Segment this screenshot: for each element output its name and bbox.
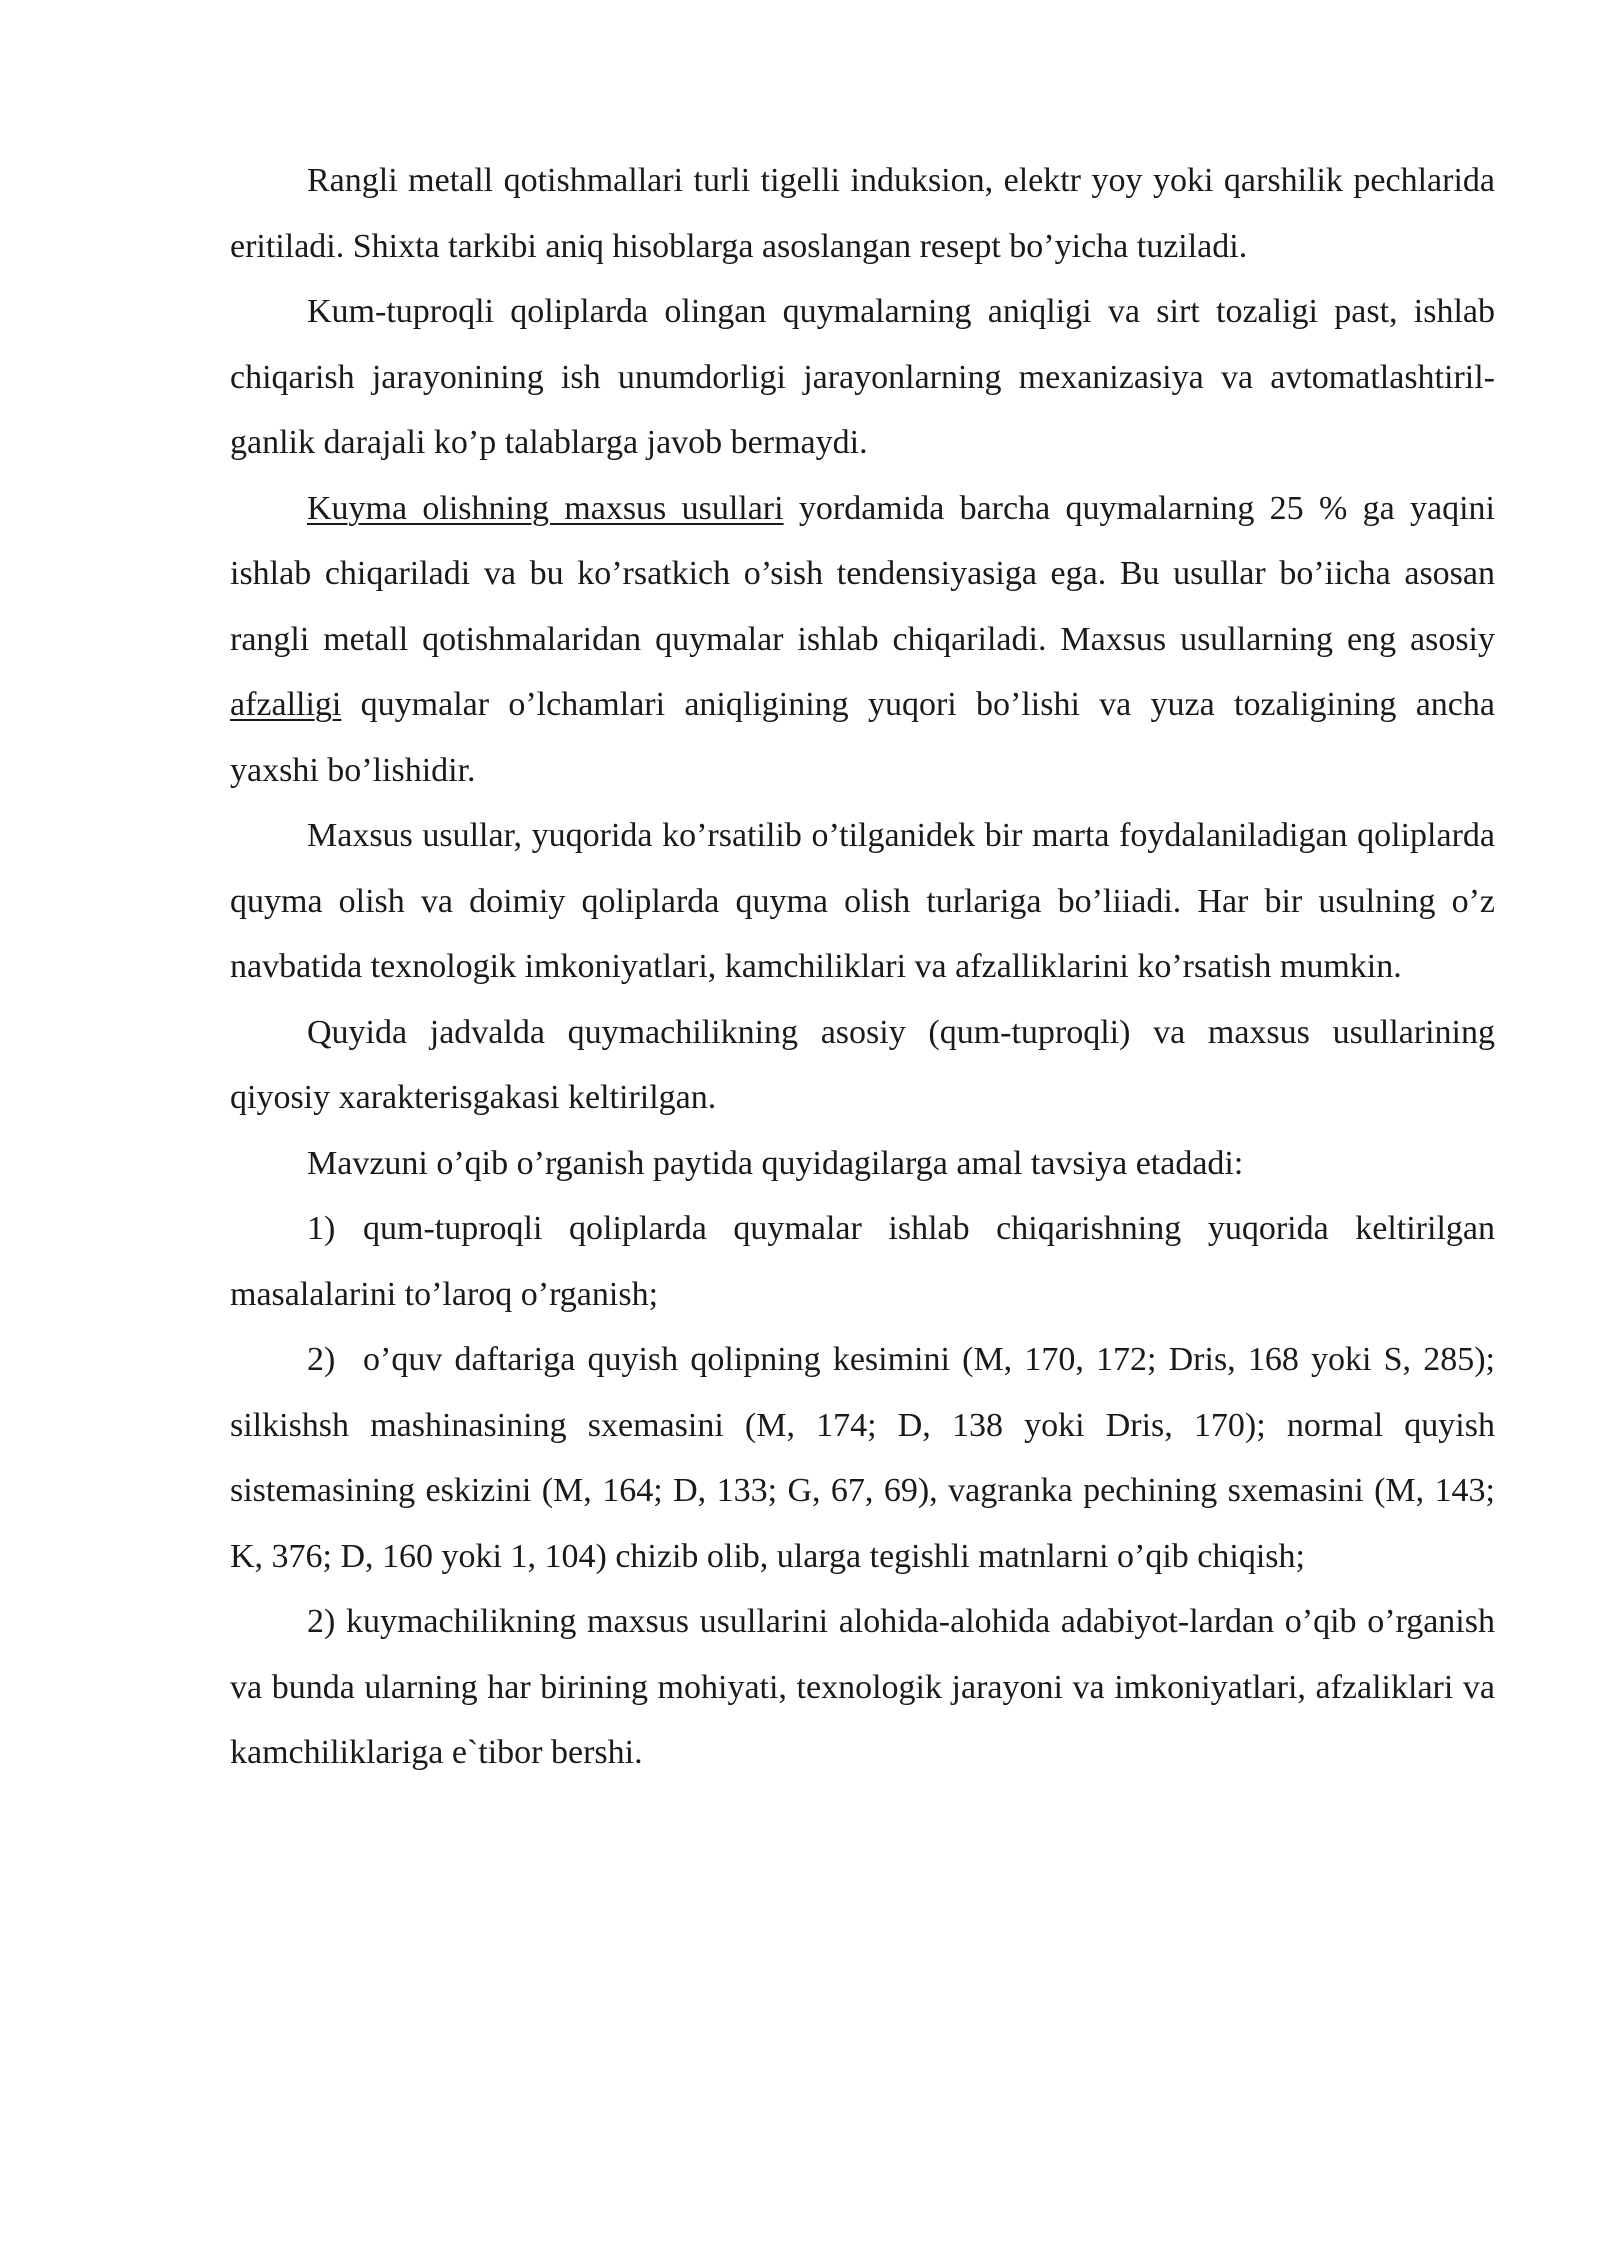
document-page: [230, 148, 1495, 1786]
paragraph-method-types: Maxsus usullar, yuqorida ko’rsatilib o’tilganidek bir marta foydalaniladigan qoliplarda quyma olish va doimiy qoliplarda quyma olish turlariga bo’liiadi. Har bir usulning o’z navbatida texnologik imkoniyatlari, kamchiliklari va afzalliklarini ko’rsatish mumkin.: [230, 817, 1495, 985]
paragraph-study-advice: Mavzuni o’qib o’rganish paytida quyidagilarga amal tavsiya etadadi:: [307, 1144, 1244, 1182]
paragraph-melting: Rangli metall qotishmallari turli tigelli induksion, elektr yoy yoki qarshilik pechlarida eritiladi. Shixta tarkibi aniq hisoblarga asoslangan resept bo’yicha tuziladi.: [230, 162, 1495, 265]
paragraph-sand-molds: Kum-tuproqli qoliplarda olingan quymalarning aniqligi va sirt tozaligi past, ishlab chiqarish jarayonining ish unumdorligi jarayonlarning mexanizasiya va avtomatlashtiril-ganlik darajali ko’p talablarga javob bermaydi.: [230, 293, 1495, 461]
list-item-1-number: 1): [307, 1210, 336, 1247]
underlined-special-methods: Kuyma olishning maxsus usullari: [307, 489, 784, 527]
paragraph-special-methods: [230, 476, 1495, 804]
list-item-3: 2) kuymachilikning maxsus usullarini alohida-alohida adabiyot-lardan o’qib o’rganish va bunda ularning har birining mohiyati, texnologik jarayoni va imkoniyatlari, afzaliklari va kamchiliklariga e`tibor bershi.: [230, 1603, 1495, 1771]
underlined-advantage: afzalligi: [230, 686, 342, 723]
list-item-2: [230, 1327, 1495, 1589]
list-item-1-text: qum-tuproqli qoliplarda quymalar ishlab chiqarishning yuqorida keltirilgan masalalarini to’laroq o’rganish;: [230, 1210, 1495, 1313]
paragraph-special-methods-end: quymalar o’lchamlari aniqligining yuqori bo’lishi va yuza tozaligining ancha yaxshi bo’lishidir.: [230, 686, 1495, 789]
list-item-2-number: 2): [307, 1341, 336, 1378]
paragraph-special-methods-text: yordamida barcha quymalarning 25 % ga yaqini ishlab chiqariladi va bu ko’rsatkich o’sish tendensiyasiga ega. Bu usullar bo’iicha asosan rangli metall qotishmalaridan quymalar ishlab chiqariladi. Maxsus usullarning eng asosiy: [230, 489, 1495, 658]
list-item-2-text: o’quv daftariga quyish qolipning kesimini (M, 170, 172; Dris, 168 yoki S, 285); silkishsh mashinasining sxemasini (M, 174; D, 138 yoki Dris, 170); normal quyish sistemasining eskizini (M, 164; D, 133; G, 67, 69), vagranka pechining sxemasini (M, 143; K, 376; D, 160 yoki 1, 104) chizib olib, ularga tegishli matnlarni o’qib chiqish;: [230, 1341, 1495, 1575]
list-item-1: [230, 1196, 1495, 1327]
paragraph-table-intro: Quyida jadvalda quymachilikning asosiy (qum-tuproqli) va maxsus usullarining qiyosiy xarakterisgakasi keltirilgan.: [230, 1013, 1495, 1116]
